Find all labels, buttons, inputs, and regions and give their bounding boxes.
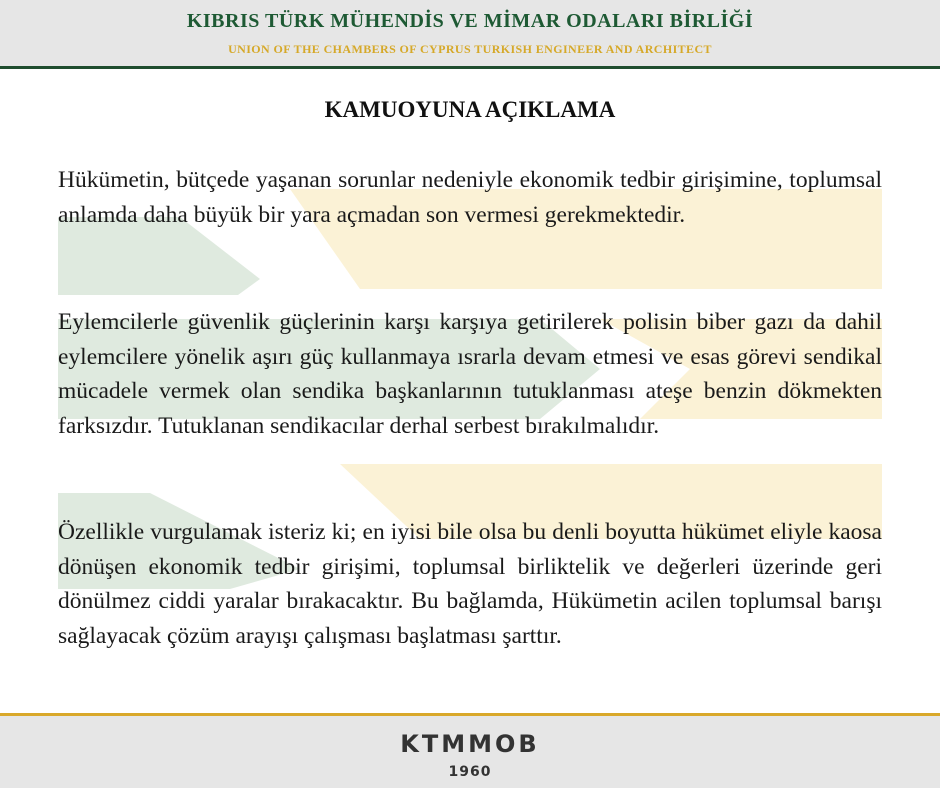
statement-paragraph: Özellikle vurgulamak isteriz ki; en iyisi bile olsa bu denli boyutta hükümet eliyle kaosa dönüşen ekonomik tedbir girişimi, toplumsal birliktelik ve değerleri üzerinde geri dönülmez ciddi yaralar bırakacaktır. Bu bağlamda, Hükümetin acilen toplumsal barışı sağlayacak çözüm arayışı çalışması başlatması şarttır. bbox=[58, 519, 882, 649]
statement-paragraph: Eylemcilerle güvenlik güçlerinin karşı karşıya getirilerek polisin biber gazı da dahil eylemcilere yönelik aşırı güç kullanmaya ısrarla devam etmesi ve esas görevi sendikal mücadele vermek olan sendika başkanlarının tutuklanması ateşe benzin dökmekten farksızdır. Tutuklanan sendikacılar derhal serbest bırakılmalıdır. bbox=[58, 309, 882, 439]
footer bbox=[0, 716, 940, 788]
footer-brand-logo: KTMMOB bbox=[400, 730, 540, 758]
letterhead-header bbox=[0, 0, 940, 69]
org-name-english: UNION OF THE CHAMBERS OF CYPRUS TURKISH ENGINEER AND ARCHITECT bbox=[228, 42, 712, 56]
statement-title: KAMUOYUNA AÇIKLAMA bbox=[324, 97, 616, 122]
statement-paragraph: Hükümetin, bütçede yaşanan sorunlar nedeniyle ekonomik tedbir girişimine, toplumsal anlamda daha büyük bir yara açmadan son vermesi gerekmektedir. bbox=[58, 167, 882, 228]
footer-founding-year: 1960 bbox=[448, 764, 492, 780]
org-name-turkish: KIBRIS TÜRK MÜHENDİS VE MİMAR ODALARI BİRLİĞİ bbox=[186, 10, 754, 32]
